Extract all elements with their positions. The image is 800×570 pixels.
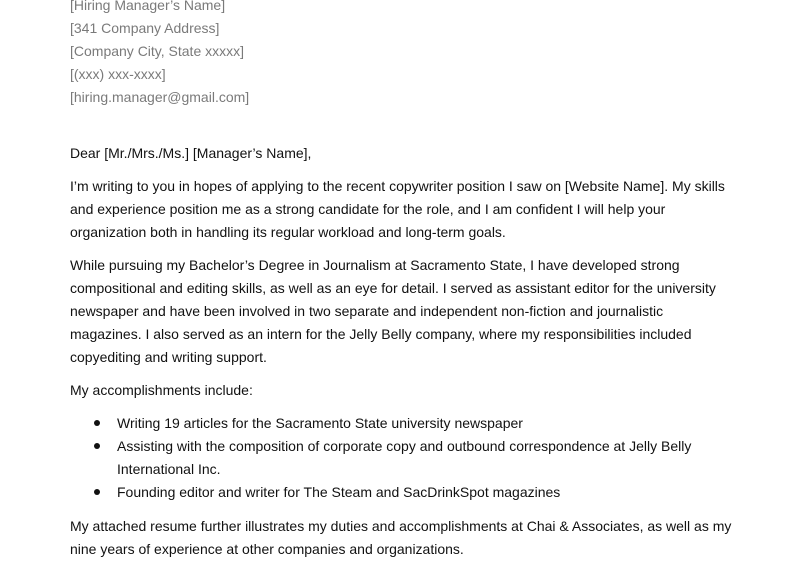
accomplishments-intro: My accomplishments include: (70, 382, 253, 398)
list-item-text: Assisting with the composition of corporate copy and outbound correspondence at Jelly Belly (117, 438, 692, 454)
paragraph-line: While pursuing my Bachelor’s Degree in Journalism at Sacramento State, I have developed strong (70, 257, 680, 273)
opening-paragraph (70, 175, 740, 244)
recipient-address-block (70, 0, 740, 109)
recipient-email: [hiring.manager@gmail.com] (70, 89, 250, 105)
salutation: Dear [Mr./Mrs./Ms.] [Manager’s Name], (70, 145, 312, 161)
list-item (70, 481, 740, 504)
paragraph-line: organization both in handling its regular workload and long-term goals. (70, 224, 506, 240)
paragraph-line: and experience position me as a strong candidate for the role, and I am confident I will help your (70, 201, 666, 217)
list-item-text: Writing 19 articles for the Sacramento State university newspaper (117, 415, 523, 431)
bullet-icon (94, 420, 100, 426)
accomplishments-list (70, 412, 740, 504)
paragraph-line: My attached resume further illustrates my duties and accomplishments at Chai & Associates, as well as my (70, 518, 732, 534)
recipient-city-state: [Company City, State xxxxx] (70, 43, 245, 59)
cover-letter-page (70, 0, 740, 561)
bullet-icon (94, 489, 100, 495)
list-item (70, 412, 740, 435)
closing-paragraph (70, 515, 740, 561)
education-paragraph (70, 254, 740, 369)
paragraph-line: newspaper and have been involved in two separate and independent non-fiction and journalistic (70, 303, 664, 319)
recipient-name: [Hiring Manager’s Name] (70, 0, 226, 13)
paragraph-line: I’m writing to you in hopes of applying to the recent copywriter position I saw on [Website Name]. My skills (70, 178, 725, 194)
recipient-address: [341 Company Address] (70, 20, 220, 36)
paragraph-line: magazines. I also served as an intern for the Jelly Belly company, where my responsibilities included (70, 326, 692, 342)
paragraph-line: nine years of experience at other companies and organizations. (70, 541, 464, 557)
list-item-text: Founding editor and writer for The Steam and SacDrinkSpot magazines (117, 484, 561, 500)
bullet-icon (94, 443, 100, 449)
recipient-phone: [(xxx) xxx-xxxx] (70, 66, 166, 82)
list-item-text: International Inc. (117, 461, 221, 477)
paragraph-line: copyediting and writing support. (70, 349, 267, 365)
paragraph-line: compositional and editing skills, as well as an eye for detail. I served as assistant editor for the university (70, 280, 716, 296)
list-item (70, 435, 740, 481)
